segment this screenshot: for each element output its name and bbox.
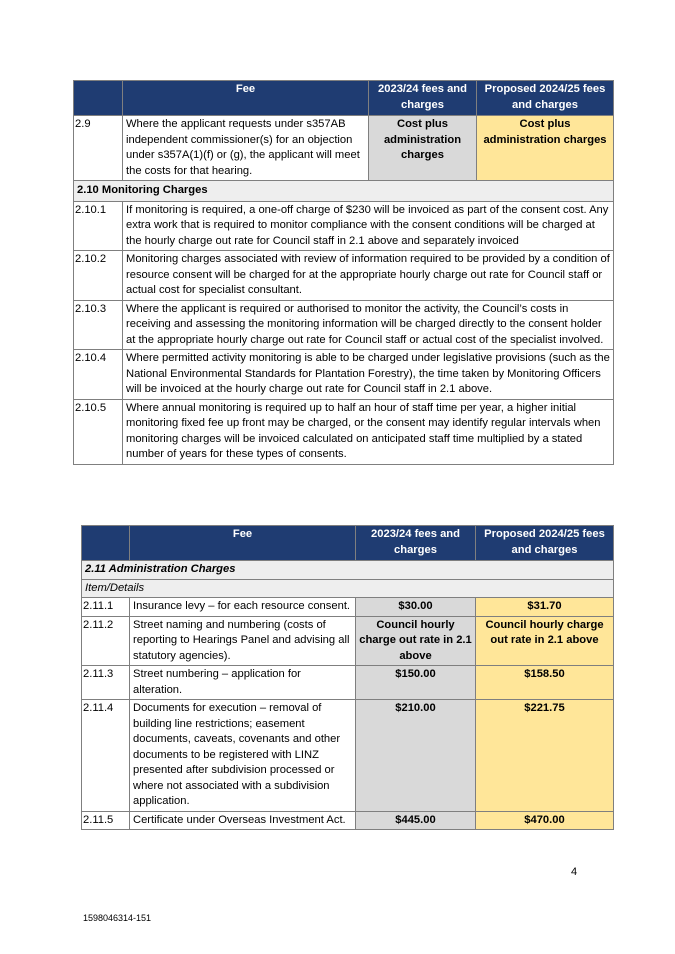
row-number: 2.11.5 [82,811,130,830]
proposed-fee: $158.50 [476,666,614,700]
section-title: 2.11 Administration Charges [82,561,614,580]
row-number: 2.11.2 [82,616,130,666]
row-description: Where the applicant is required or authorised to monitor the activity, the Council’s costs in receiving and assessing the monitoring information will be charged directly to the consent holder at the appropriate hourly charge out rate for Council staff or actual cost of the specialist involved. [123,300,614,350]
section-title: 2.10 Monitoring Charges [74,181,614,202]
table-row [82,700,614,812]
row-number: 2.10.3 [74,300,123,350]
page-number: 4 [571,866,578,878]
table-row [82,616,614,666]
table-row [74,251,614,301]
section-row [74,181,614,202]
row-description: If monitoring is required, a one-off charge of $230 will be invoiced as part of the consent cost. Any extra work that is required to monitor compliance with the consent conditions will be charged at the hourly charge out rate for Council staff in 2.1 above and separately invoiced [123,201,614,251]
row-number: 2.10.4 [74,350,123,400]
row-number: 2.10.2 [74,251,123,301]
administration-fees-table [81,525,614,830]
current-fee: $30.00 [356,598,476,617]
proposed-fee: $221.75 [476,700,614,812]
table-row [82,666,614,700]
header-fee: Fee [123,81,369,116]
current-fee: $210.00 [356,700,476,812]
table-row [82,598,614,617]
proposed-fee: Cost plus administration charges [477,116,614,181]
table-row [74,350,614,400]
row-description: Street numbering – application for alteration. [130,666,356,700]
row-number: 2.11.3 [82,666,130,700]
document-id: 1598046314-151 [83,913,152,923]
current-fee: Cost plus administration charges [369,116,477,181]
row-description: Where the applicant requests under s357AB independent commissioner(s) for an objection under s357A(1)(f) or (g), the applicant will meet the costs for that hearing. [123,116,369,181]
row-description: Street naming and numbering (costs of reporting to Hearings Panel and advising all statutory agencies). [130,616,356,666]
header-num [82,526,130,561]
table-header-row [74,81,614,116]
proposed-fee: $31.70 [476,598,614,617]
section-row [82,561,614,580]
header-current: 2023/24 fees and charges [369,81,477,116]
header-current: 2023/24 fees and charges [356,526,476,561]
table-row [74,116,614,181]
row-description: Where annual monitoring is required up to half an hour of staff time per year, a higher initial monitoring fixed fee up front may be charged, or the consent may identify regular intervals when monitoring charges will be invoiced calculated on anticipated staff time multiplied by a stated number of years for these types of consents. [123,399,614,464]
header-proposed: Proposed 2024/25 fees and charges [476,526,614,561]
row-description: Where permitted activity monitoring is able to be charged under legislative provisions (such as the National Environmental Standards for Plantation Forestry), the time taken by Monitoring Officers will be invoiced at the hourly charge out rate for Council staff in 2.1 above. [123,350,614,400]
header-fee: Fee [130,526,356,561]
subheader-row [82,579,614,598]
current-fee: $150.00 [356,666,476,700]
table-row [74,300,614,350]
current-fee: Council hourly charge out rate in 2.1 above [356,616,476,666]
current-fee: $445.00 [356,811,476,830]
header-proposed: Proposed 2024/25 fees and charges [477,81,614,116]
row-number: 2.11.4 [82,700,130,812]
table-row [74,399,614,464]
row-description: Insurance levy – for each resource consent. [130,598,356,617]
row-description: Certificate under Overseas Investment Act. [130,811,356,830]
proposed-fee: Council hourly charge out rate in 2.1 above [476,616,614,666]
row-description: Documents for execution – removal of building line restrictions; easement documents, caveats, covenants and other documents to be registered with LINZ presented after subdivision processed or where not associated with a subdivision application. [130,700,356,812]
row-number: 2.10.5 [74,399,123,464]
header-num [74,81,123,116]
table-header-row [82,526,614,561]
row-number: 2.10.1 [74,201,123,251]
table-row [82,811,614,830]
proposed-fee: $470.00 [476,811,614,830]
row-number: 2.9 [74,116,123,181]
row-number: 2.11.1 [82,598,130,617]
monitoring-fees-table [73,80,614,465]
table-row [74,201,614,251]
item-details-label: Item/Details [82,579,614,598]
row-description: Monitoring charges associated with review of information required to be provided by a condition of resource consent will be charged for at the appropriate hourly charge out rate for Council staff or actual cost for specialist consultant. [123,251,614,301]
